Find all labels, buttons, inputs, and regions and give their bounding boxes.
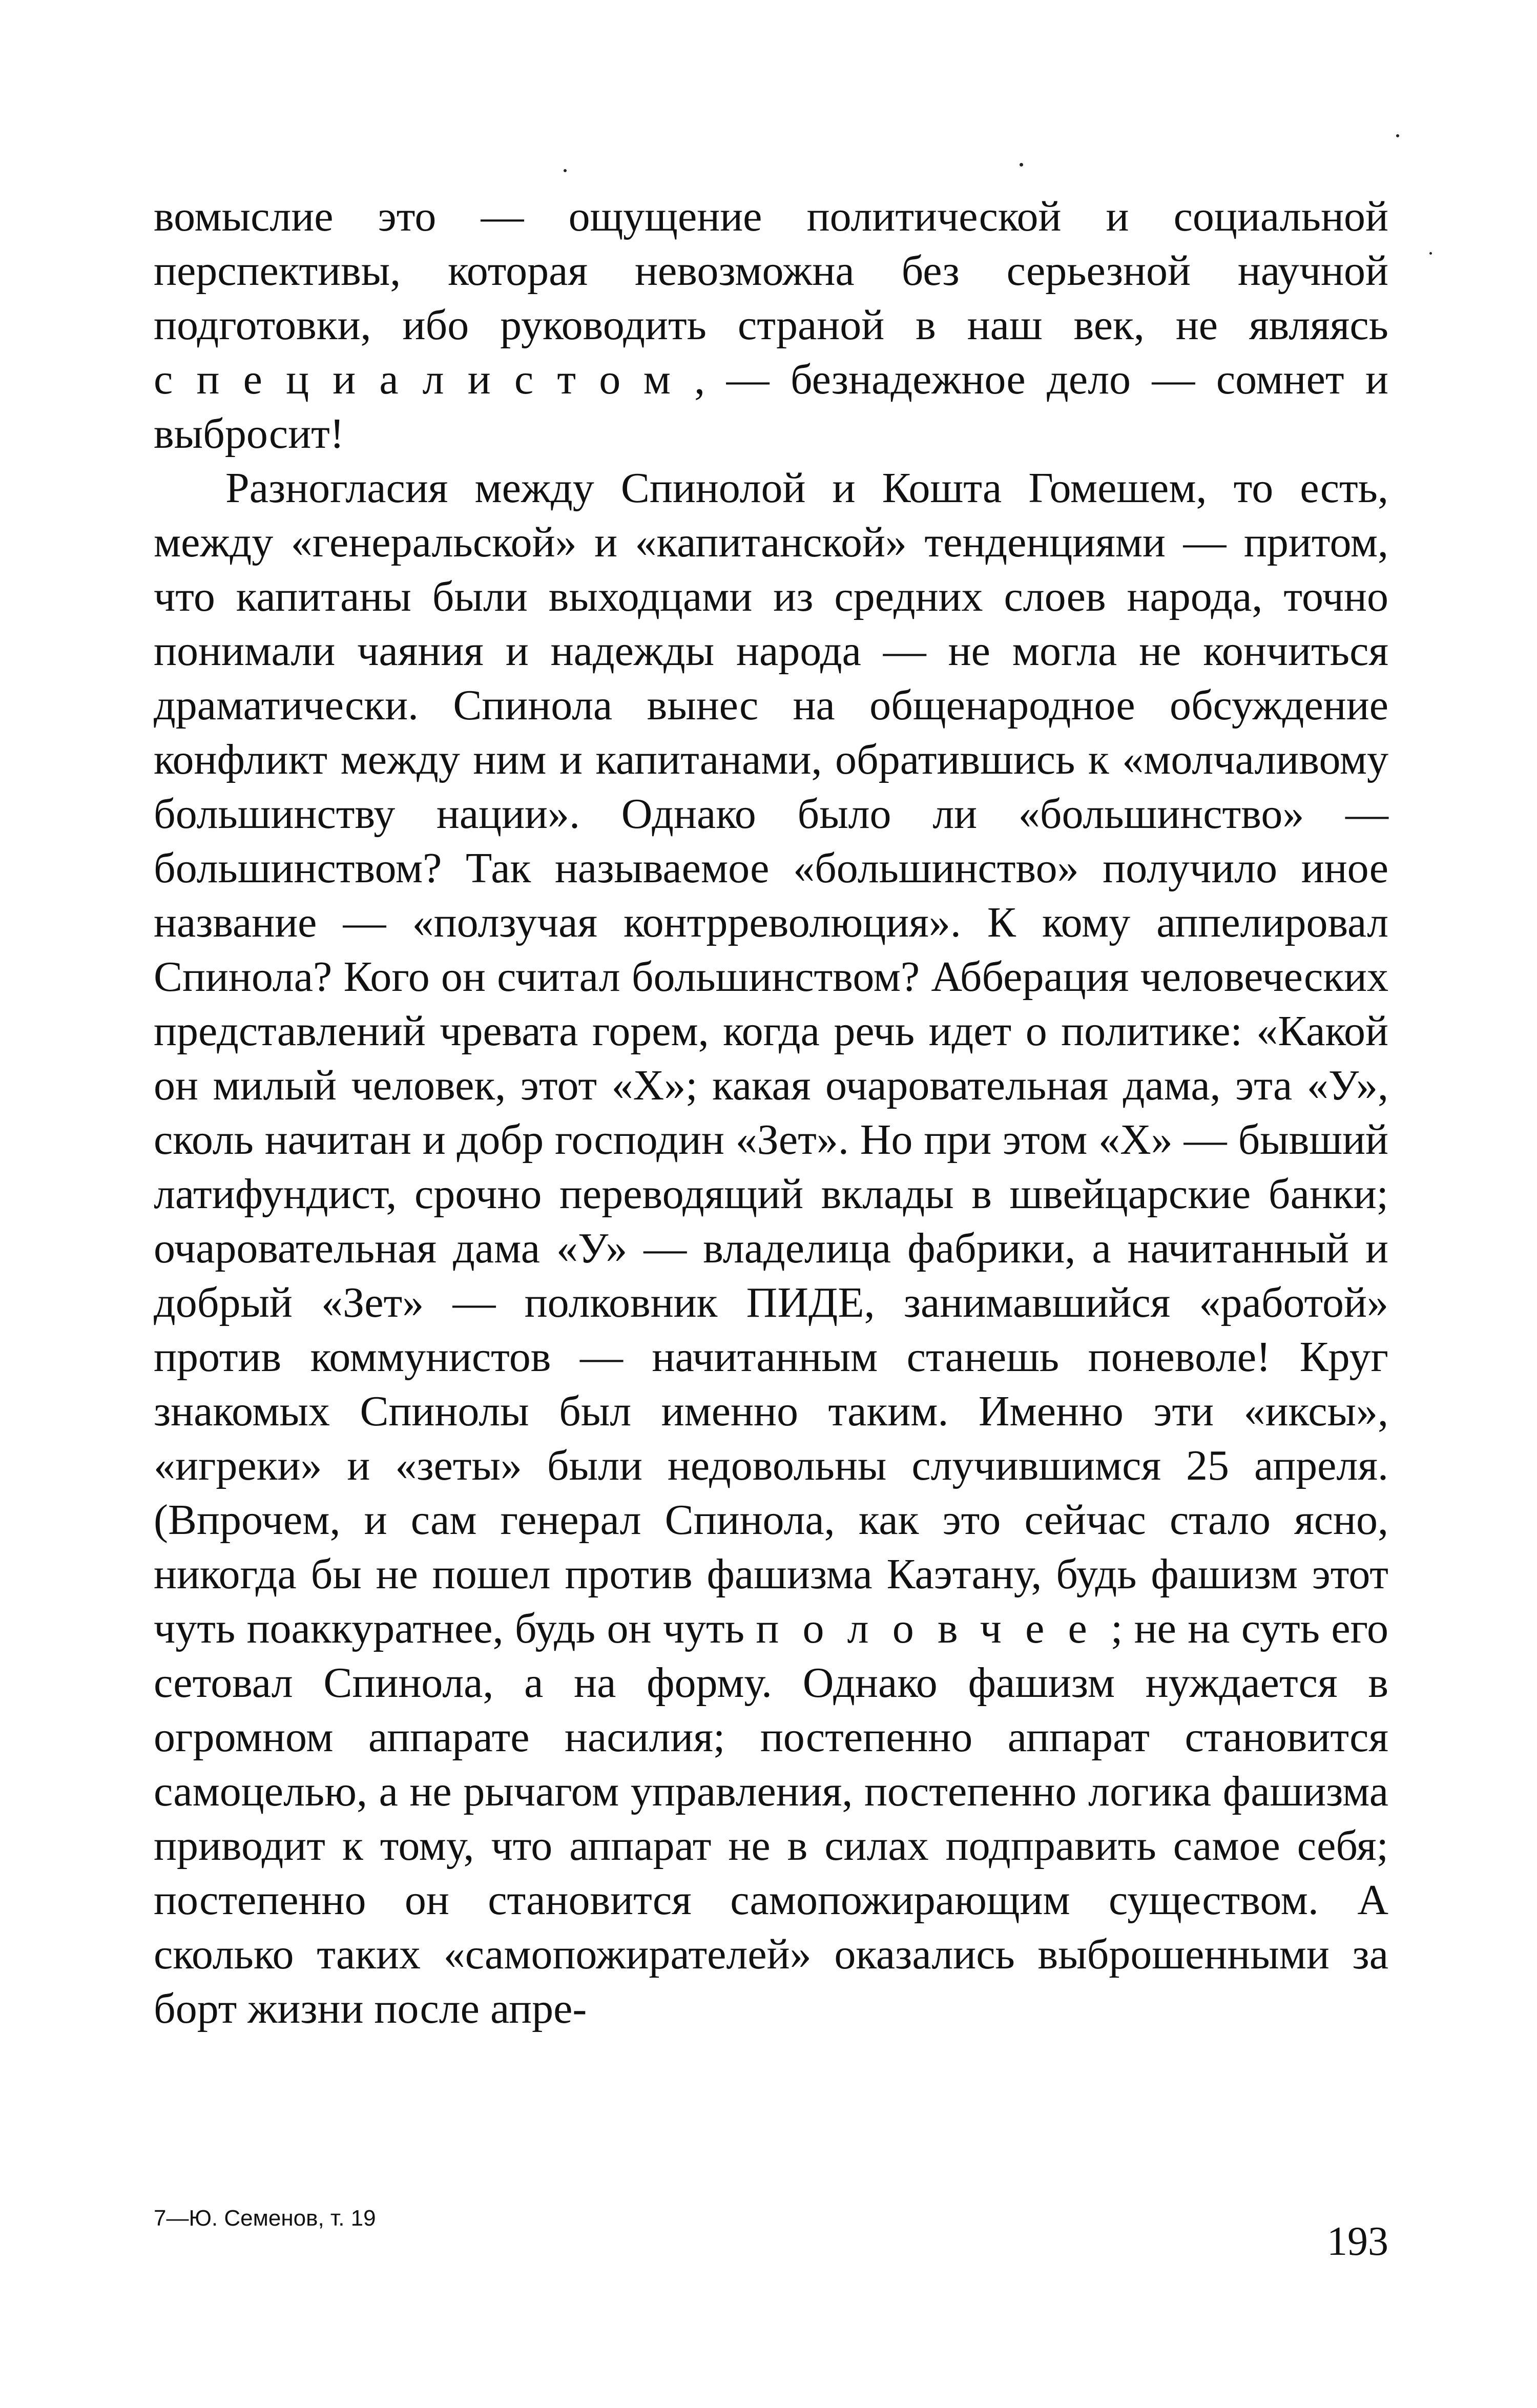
print-speck — [1020, 163, 1023, 167]
print-speck — [1429, 252, 1432, 255]
spaced-emphasis: специалистом — [154, 356, 695, 403]
paragraph — [154, 461, 1388, 2036]
print-speck — [1396, 134, 1399, 137]
paragraph-text: вомыслие это — ощущение политической и социальной перспективы, которая невозможна без серьезной научной подготовки, ибо руководить страной в наш век, не являясь — [154, 193, 1388, 349]
print-speck — [564, 169, 567, 172]
paragraph-text: , — безнадежное дело — сомнет и выбросит! — [154, 356, 1388, 458]
spaced-emphasis: половчее — [756, 1605, 1111, 1652]
paragraph-text: ; не на суть его сетовал Спинола, а на форму. Однако фашизм нуждается в огромном аппарате насилия; постепенно аппарат становится самоцелью, а не рычагом управления, постепенно логика фашизма приводит к тому, что аппарат не в силах подправить самое себя; постепенно он становится самопожирающим существом. А сколько таких «самопожирателей» оказались выброшенными за борт жизни после апре- — [154, 1605, 1388, 2032]
footer-signature: 7—Ю. Семенов, т. 19 — [154, 2206, 376, 2231]
paragraph-text: Разногласия между Спинолой и Кошта Гомешем, то есть, между «генеральской» и «капитанской» тенденциями — притом, что капитаны были выходцами из средних слоев народа, точно понимали чаяния и надежды народа — не могла не кончиться драматически. Спинола вынес на общенародное обсуждение конфликт между ним и капитанами, обратившись к «молчаливому большинству нации». Однако было ли «большинство» — большинством? Так называемое «большинство» получило иное название — «ползучая контрреволюция». К кому аппелировал Спинола? Кого он считал большинством? Абберация человеческих представлений чревата горем, когда речь идет о политике: «Какой он милый человек, этот «Х»; какая очаровательная дама, эта «У», сколь начитан и добр господин «Зет». Но при этом «Х» — бывший латифундист, срочно переводящий вклады в швейцарские банки; очаровательная дама «У» — владелица фабрики, а начитанный и добрый «Зет» — полковник ПИДЕ, занимавшийся «работой» против коммунистов — начитанным станешь поневоле! Круг знакомых Спинолы был именно таким. Именно эти «иксы», «игреки» и «зеты» были недовольны случившимся 25 апреля. (Впрочем, и сам генерал Спинола, как это сейчас стало ясно, никогда бы не пошел против фашизма Каэтану, будь фашизм этот чуть поаккуратнее, будь он чуть — [154, 464, 1388, 1652]
paragraph-continued — [154, 190, 1388, 461]
main-text — [154, 190, 1388, 2036]
page-number: 193 — [1327, 2219, 1388, 2264]
